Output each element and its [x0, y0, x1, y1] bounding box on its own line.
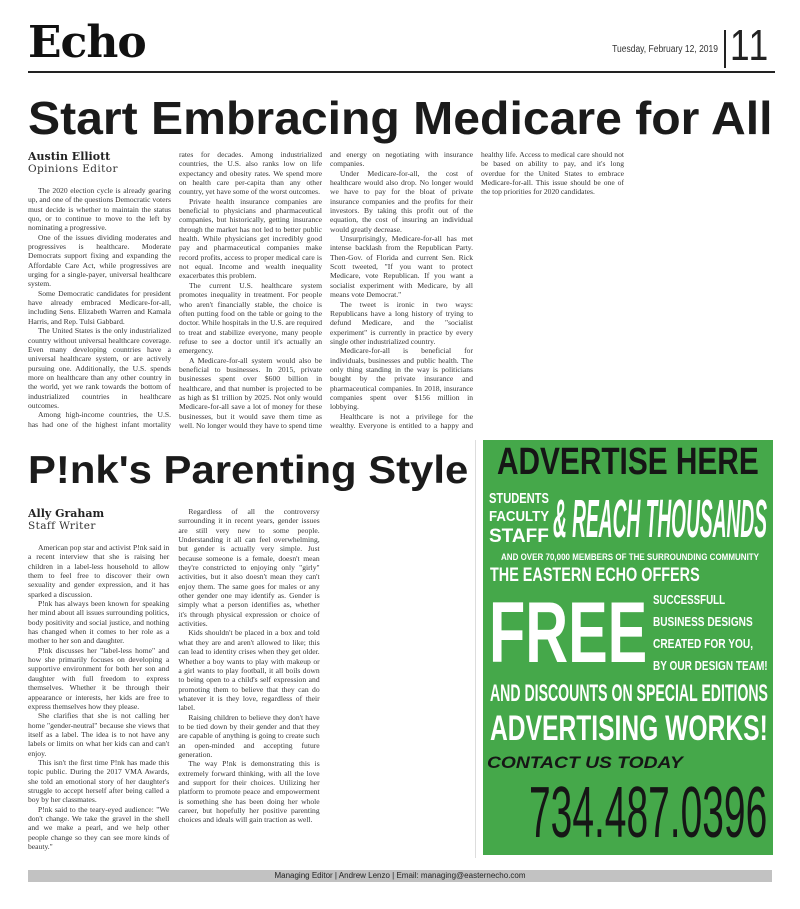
paragraph: P!nk discusses her "label-less home" and how she primarily focuses on developing a supportive environment for both her son and daughter with full freedom to express themselves. Whether it be through their appearance or interests, her kids are free to express themselves how they please.: [28, 645, 170, 711]
byline: [28, 507, 169, 533]
paragraph: Among high-income countries, the U.S. has had one of the highest infant mortality rates for decades. Among industrialized countries, the U.S. also ranks low on life expectancy and obesity rates. We spend more on health care per-capita than any other country, yet have some of the worst outcomes.: [28, 150, 322, 429]
paragraph: The way P!nk is demonstrating this is extremely forward thinking, with all the love and support for their choices. Utilizing her platform to promote peace and empowerment is something she has been doing her whole career, but hopefully her positive parenting choices and ideals will gain traction as well.: [178, 759, 320, 825]
author-name: Ally Graham: [28, 507, 105, 520]
paragraph: Some Democratic candidates for president have already embraced Medicare-for-all, including Sens. Elizabeth Warren and Kamala Harris, and Rep. Tulsi Gabbard.: [28, 288, 171, 326]
page-number: 11: [730, 21, 770, 70]
paragraph: Private health insurance companies are beneficial to physicians and pharmaceutical companies, but historically, getting insurance through the market has not led to better public health. While physicians get incredibly good pay and pharmaceutical companies make record profits, access to proper medical care is not equal. Income and wealth inequality exacerbates this problem.: [179, 196, 322, 281]
paragraph: P!nk said to the teary-eyed audience: "We don't change. We take the gravel in the shell and we make a pearl, and we help other people change so they can see more kinds of beauty.": [28, 804, 170, 851]
author-role: Opinions Editor: [28, 163, 118, 175]
paragraph: Kids shouldn't be placed in a box and told what they are and aren't allowed to like; this can lead to identity crises when they get older. Whether a boy wants to play with makeup or a girl wants to play football, it all boils down to being open to a child's self expression and promoting them to believe that they can do whatever it is they love, regardless of their label.: [178, 628, 320, 713]
ad-reach: & REACH THOUSANDS: [553, 489, 768, 549]
ad-audience-staff: STAFF: [489, 526, 549, 547]
paragraph: Regardless of all the controversy surrounding it in recent years, gender issues are still very new to some people. Understanding it all can feel overwhelming, but gender is actually very simple. Just because someone is a female, doesn't mean they're constricted to enjoying only "girly" activities, but it also doesn't mean they can't enjoy them. The same goes for males or any other gender one may identify as. Gender is simply what a person identifies as, whether it's through physical expression or choice of activities.: [178, 507, 320, 629]
paragraph: She clarifies that she is not calling her home "gender-neutral" because she views that itself as a label. The idea is to not have any labels or limits on what her kids can and can't enjoy.: [28, 711, 170, 758]
paragraph: Medicare-for-all is beneficial for individuals, businesses and public health. The only thing standing in the way is politicians bought by the private insurance and pharmaceutical companies. In 2018, insurance companies spent over $156 million in lobbying.: [330, 346, 473, 412]
paragraph: Raising children to believe they don't have to be tied down by their gender and that they are capable of anything is going to create such an open-minded and accepting future generation.: [178, 712, 320, 759]
paragraph: The United States is the only industrialized country without universal healthcare coverage. Even many developing countries have a universal healthcare system, or are actively pursuing one. Additionally, the U.S. spends more on healthcare than any other country in the world, yet we rank towards the bottom of industrialized countries in healthcare outcomes.: [28, 326, 171, 410]
paragraph: The 2020 election cycle is already gearing up, and one of the questions Democratic voters must decide is whether to maintain the status quo, or to continue to move to the left by nominating a progressive.: [28, 186, 171, 233]
ad-slogan: ADVERTISING WORKS!: [490, 709, 768, 748]
header-rule: [28, 71, 775, 73]
article-body: [28, 150, 775, 432]
paragraph: P!nk has always been known for speaking her mind about all issues surrounding politics, body positivity and social justice, and nothing has changed when it comes to her role as a mother to her son and daughter.: [28, 599, 170, 646]
ad-offers: THE EASTERN ECHO OFFERS: [490, 565, 700, 586]
author-name: Austin Elliott: [28, 150, 111, 163]
ad-discounts: AND DISCOUNTS ON SPECIAL EDITIONS: [490, 680, 768, 707]
paragraph: The current U.S. healthcare system promotes inequality in treatment. For people who aren't financially stable, the choice is often putting food on the table or going to the doctor. While hospitals in the U.S. are required to treat and stabilize everyone, many people refuse to see a doctor until it's actually an emergency.: [179, 280, 322, 356]
ad-detail: BY OUR DESIGN TEAM!: [653, 658, 768, 673]
paragraph: Unsurprisingly, Medicare-for-all has met intense backlash from the Republican Party. Then-Gov. of Florida and current Sen. Rick Scott tweeted, "If you want to protect Medicare, vote Republican. If you want a socialist experiment with Medicare, by all means vote Democrat.": [330, 234, 473, 300]
ad-title: ADVERTISE HERE: [497, 441, 759, 483]
ad-detail: SUCCESSFULL: [653, 592, 726, 607]
masthead-logo: Echo: [28, 17, 146, 68]
byline: [28, 150, 171, 176]
footer-bar: Managing Editor | Andrew Lenzo | Email: managing@easternecho.com: [28, 870, 772, 882]
issue-date: Tuesday, February 12, 2019: [612, 44, 718, 55]
ad-detail: BUSINESS DESIGNS: [653, 614, 753, 629]
paragraph: One of the issues dividing moderates and progressives is healthcare. Moderate Democrats support fixing and expanding the Affordable Care Act, while progressives are urging for a single-payer, universal healthcare system.: [28, 232, 171, 289]
article-headline: Start Embracing Medicare for All: [28, 92, 773, 144]
ad-community: AND OVER 70,000 MEMBERS OF THE SURROUNDING COMMUNITY: [501, 552, 760, 562]
divider: [724, 30, 726, 68]
ad-free: FREE: [489, 585, 648, 681]
column-divider: [475, 440, 476, 858]
ad-detail: CREATED FOR YOU,: [653, 636, 754, 651]
paragraph: This isn't the first time P!nk has made this topic public. During the 2017 VMA Awards, she told an emotional story of her daughter's struggle to accept herself after being called a boy by her classmates.: [28, 757, 170, 805]
author-role: Staff Writer: [28, 520, 96, 532]
article-body: [28, 507, 470, 859]
ad-audience-students: STUDENTS: [489, 490, 549, 507]
advertisement: [483, 440, 773, 855]
article-headline: P!nk's Parenting Style: [28, 449, 469, 492]
paragraph: American pop star and activist P!nk said in a recent interview that she is raising her children in a label-less household to allow them to feel free to discover their own sexuality and gender expression, and it has sparked a discussion.: [28, 543, 170, 599]
paragraph: Healthcare is not a privilege for the wealthy. Everyone is entitled to a happy and healthy life. Access to medical care should not be based on ability to pay, and it's long overdue for the United States to embrace Medicare-for-all. This issue should be one of the top priorities for 2020 candidates.: [330, 150, 624, 430]
ad-contact: CONTACT US TODAY: [487, 753, 683, 772]
ad-audience-faculty: FACULTY: [489, 508, 550, 525]
paragraph: Under Medicare-for-all, the cost of healthcare would also drop. No longer would we have to pay for the bloat of private insurance companies and the profits for their investors. By taking this profit out of the equation, the cost of insuring an individual would greatly decrease.: [330, 168, 473, 234]
paragraph: A Medicare-for-all system would also be beneficial to businesses. In 2015, private businesses spent over $600 billion in healthcare, and that number is projected to be as high as $1 trillion by 2025. Not only would Medicare-for-all save a lot of money for these businesses, but it would save them time as well. No longer would they have to spend time and energy on negotiating with insurance companies.: [179, 150, 473, 430]
ad-phone: 734.487.0396: [529, 773, 768, 853]
paragraph: The tweet is ironic in two ways: Republicans have a long history of trying to defund Medicare, and the "socialist experiment" is currently in practice by every single other industrialized country.: [330, 299, 473, 346]
